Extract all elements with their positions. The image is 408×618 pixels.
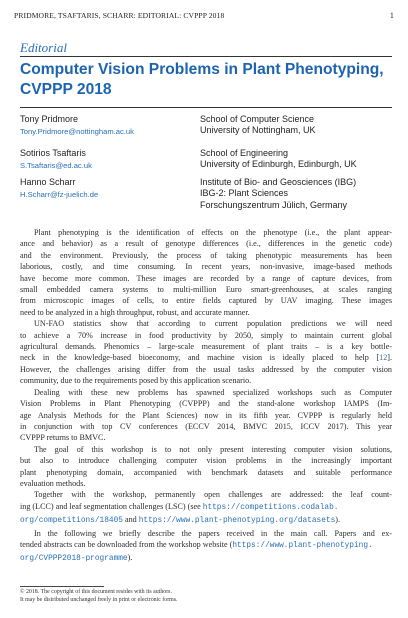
author-affiliation-line: University of Nottingham, UK [200, 125, 316, 136]
author-affiliation-line: School of Engineering [200, 148, 289, 158]
text-line: plant phenotyping domain, accompanied with benchmark datasets and suitable performance [20, 467, 392, 477]
competitions-url-link[interactable]: https://competitions.codalab. [202, 503, 339, 512]
text-line: Plant phenotyping is the identification of effects on the phenotype (i.e., the plant appear- [34, 228, 392, 237]
text-line: UN-FAO statistics show that according to current population predictions we will need [34, 319, 392, 329]
paragraph [20, 489, 392, 527]
paragraph [20, 528, 392, 566]
page-number: 1 [389, 11, 394, 20]
text-line: ance and behavior) as a result of genotype differences (i.e., differences in the genetic code) [20, 239, 392, 249]
text-line: evaluation methods. [20, 478, 86, 488]
author-name: Sotirios Tsaftaris [20, 148, 86, 158]
title-rule-top [20, 56, 392, 57]
paper-title: Computer Vision Problems in Plant Phenotyping, CVPPP 2018 [20, 61, 384, 98]
paragraph [20, 444, 392, 490]
text-line: small embedded camera systems to multi-million Euro smart-greenhouses, at scales ranging [20, 285, 392, 295]
text-line-with-url [20, 514, 392, 527]
author-email[interactable]: H.Scharr@fz-juelich.de [20, 189, 99, 199]
text-line-with-url [20, 552, 392, 565]
text-line: but also to introduce challenging computer vision problems in the increasingly important [20, 456, 392, 466]
programme-url-link[interactable]: https://www.plant-phenotyping. [232, 541, 373, 550]
text-segment: tended abstracts can be downloaded from the workshop website ( [20, 539, 233, 549]
footnote-line: It may be distributed unchanged freely in print or electronic forms. [20, 597, 178, 603]
author-affiliation-line: University of Edinburgh, Edinburgh, UK [200, 159, 357, 170]
author-entry [20, 114, 392, 148]
text-line: CVPPP returns to BMVC. [20, 433, 106, 443]
text-line: However, the challenges arising differ from the usual tasks addressed by the computer vision [20, 364, 392, 374]
citation-link[interactable]: 12 [379, 353, 388, 363]
author-affiliation-line: Forschungszentrum Jülich, Germany [200, 199, 348, 210]
text-line: to achieve a 70% increase in food productivity by 2050, simply to maintain current global [20, 330, 392, 340]
text-line: in conjunction with top CV conferences (ECCV 2014, BMVC 2015, ICCV 2017). This year [20, 421, 392, 431]
author-name: Tony Pridmore [20, 114, 79, 124]
text-line: Vision Problems in Plant Phenotyping (CVPPP) and the stand-alone workshop IAMPS (Im- [20, 399, 392, 409]
datasets-url-link[interactable]: https://www.plant-phenotyping.org/datasets [138, 517, 336, 526]
author-name: Hanno Scharr [20, 177, 76, 187]
footnote-rule [20, 586, 104, 587]
author-affiliation-line: IBG-2: Plant Sciences [200, 188, 289, 199]
title-rule-bottom [20, 107, 392, 108]
body-text [20, 227, 392, 566]
author-affiliation-line: Institute of Bio- and Geosciences (IBG) [200, 177, 357, 187]
text-segment: and [122, 515, 139, 525]
section-label: Editorial [20, 40, 67, 55]
text-line: from microscopic images of cells, to entire fields captured by UAV imaging. These images [20, 296, 392, 306]
text-line-with-url [20, 539, 392, 552]
running-head-text: PRIDMORE, TSAFTARIS, SCHARR: EDITORIAL: CVPPP 2018 [14, 11, 225, 20]
paragraph [20, 227, 392, 318]
competitions-url-link-cont[interactable]: org/competitions/18405 [20, 517, 123, 526]
author-affiliation-line: School of Computer Science [200, 114, 315, 124]
author-entry [20, 148, 392, 177]
text-segment: ]. [387, 353, 392, 363]
text-line: In the following we briefly describe the papers received in the main call. Papers and ex- [34, 528, 392, 538]
text-line: community, due to the requirements posed by this application scenario. [20, 376, 252, 386]
text-segment: ing (LCC) and leaf segmentation challenges (LSC) (see [20, 501, 203, 511]
text-line-with-url [20, 501, 392, 514]
author-entry [20, 177, 392, 211]
text-segment: ). [127, 553, 133, 563]
text-line: Dealing with these new problems has spawned specialized workshops such as Computer [34, 387, 392, 397]
author-block [20, 114, 392, 211]
text-line: age Analysis Methods for the Plant Sciences) now in its fifth year. CVPPP is regularly held [20, 410, 392, 420]
text-line: Together with the workshop, permanently open challenges are addressed: the leaf count- [34, 490, 392, 500]
text-segment: neck in the knowledge-based bioeconomy, and machine vision is ideally placed to help [ [20, 353, 380, 363]
text-line: need to be analyzed in a high throughput, robust, and accurate manner. [20, 307, 250, 317]
programme-url-link-cont[interactable]: org/CVPPP2018-programme [20, 555, 128, 564]
author-email[interactable]: S.Tsaftaris@ed.ac.uk [20, 160, 92, 170]
running-head [14, 11, 394, 20]
text-line-with-citation [20, 352, 392, 363]
text-line: have become more common. These images are recorded by a range of capture devices, from [20, 273, 392, 283]
paragraph [20, 318, 392, 386]
footnote-line: © 2018. The copyright of this document resides with its authors. [20, 589, 172, 595]
text-line: and the environment. Previously, the process of taking phenotypic measurements has been [20, 250, 392, 260]
author-email[interactable]: Tony.Pridmore@nottingham.ac.uk [20, 126, 134, 136]
copyright-footnote [20, 588, 392, 604]
paragraph [20, 387, 392, 444]
text-line: agricultural demands. Phenomics – large-scale measurement of plant traits – is a key bottle- [20, 342, 392, 352]
text-line: The goal of this workshop is to not only present interesting computer vision solutions, [34, 444, 392, 454]
text-segment: ). [335, 515, 340, 525]
text-line: laborious, costly, and time consuming. In recent years, non-invasive, image-based methods [20, 262, 392, 272]
